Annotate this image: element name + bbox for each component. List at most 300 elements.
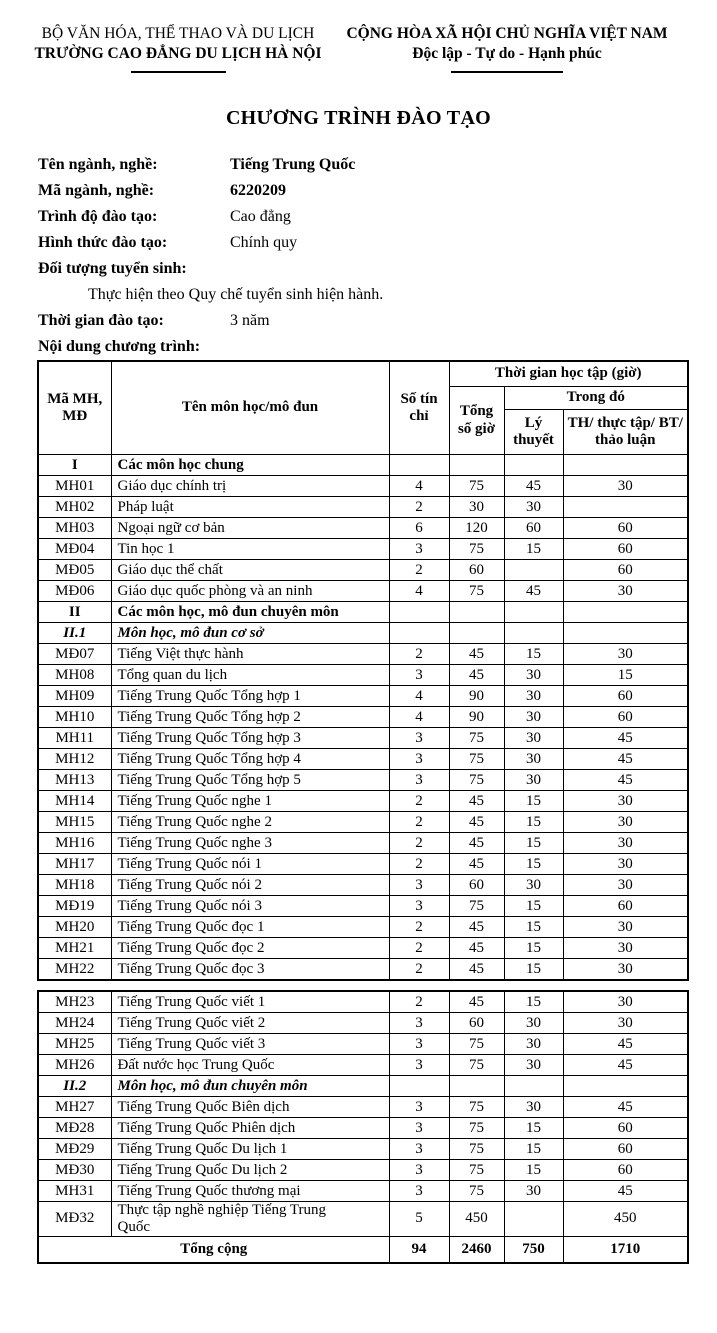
credits: [389, 455, 449, 476]
theory-hours: 15: [504, 854, 563, 875]
practice-hours: 45: [563, 749, 688, 770]
table-row: [38, 1034, 688, 1055]
total-hours: 75: [449, 728, 504, 749]
table-row: [38, 1139, 688, 1160]
course-name: Đất nước học Trung Quốc: [111, 1055, 389, 1076]
credits: 3: [389, 539, 449, 560]
theory-hours: 30: [504, 1097, 563, 1118]
table-row: [38, 1013, 688, 1034]
credits: 2: [389, 938, 449, 959]
theory-hours: 15: [504, 938, 563, 959]
course-code: II: [38, 602, 111, 623]
credits: 2: [389, 959, 449, 981]
course-name: Môn học, mô đun cơ sở: [111, 623, 389, 644]
col-header-within: Trong đó: [504, 387, 688, 410]
course-name: Các môn học, mô đun chuyên môn: [111, 602, 389, 623]
theory-hours: 15: [504, 1160, 563, 1181]
course-code: MH10: [38, 707, 111, 728]
course-name: Tiếng Trung Quốc nói 1: [111, 854, 389, 875]
course-name: Tiếng Trung Quốc Tổng hợp 3: [111, 728, 389, 749]
theory-hours: [504, 602, 563, 623]
course-code: MH01: [38, 476, 111, 497]
total-hours: 75: [449, 749, 504, 770]
table-row: [38, 770, 688, 791]
total-hours: 45: [449, 991, 504, 1013]
theory-hours: 15: [504, 539, 563, 560]
course-code: MH16: [38, 833, 111, 854]
table-row: [38, 991, 688, 1013]
credits: 2: [389, 497, 449, 518]
table-row: [38, 707, 688, 728]
credits: 4: [389, 581, 449, 602]
credits: 3: [389, 749, 449, 770]
table-row: [38, 833, 688, 854]
course-name: Tiếng Trung Quốc Tổng hợp 1: [111, 686, 389, 707]
total-hours: 45: [449, 917, 504, 938]
field-value: 6220209: [230, 182, 286, 199]
field-value: 3 năm: [230, 312, 270, 329]
total-hours: 60: [449, 1013, 504, 1034]
field-value: Cao đẳng: [230, 208, 291, 225]
credits: 2: [389, 854, 449, 875]
practice-hours: 45: [563, 770, 688, 791]
theory-hours: 15: [504, 959, 563, 981]
field-label: Trình độ đào tạo:: [38, 208, 158, 225]
credits: 3: [389, 665, 449, 686]
practice-hours: 30: [563, 791, 688, 812]
practice-hours: 30: [563, 476, 688, 497]
credits: 3: [389, 875, 449, 896]
course-code: MĐ06: [38, 581, 111, 602]
col-header-credits: Số tín chỉ: [389, 361, 449, 455]
field-ma-nganh: [38, 178, 717, 204]
credits: 2: [389, 812, 449, 833]
table-row: [38, 539, 688, 560]
total-hours: 60: [449, 560, 504, 581]
course-code: MĐ29: [38, 1139, 111, 1160]
theory-hours: 30: [504, 1181, 563, 1202]
course-code: MH11: [38, 728, 111, 749]
practice-hours: 60: [563, 560, 688, 581]
theory-hours: 15: [504, 991, 563, 1013]
course-code: MH24: [38, 1013, 111, 1034]
total-hours: 75: [449, 539, 504, 560]
theory-hours: [504, 623, 563, 644]
course-name: Tiếng Trung Quốc Tổng hợp 4: [111, 749, 389, 770]
total-hours: 75: [449, 476, 504, 497]
total-hours: [449, 455, 504, 476]
total-hours: 120: [449, 518, 504, 539]
theory-hours: 30: [504, 770, 563, 791]
program-info: [38, 152, 717, 360]
practice-hours: 30: [563, 917, 688, 938]
course-name: Tiếng Trung Quốc Du lịch 2: [111, 1160, 389, 1181]
practice-hours: 30: [563, 644, 688, 665]
col-header-theory: Lý thuyết: [504, 410, 563, 455]
field-noi-dung: [38, 334, 717, 360]
theory-hours: 15: [504, 1139, 563, 1160]
theory-hours: 15: [504, 833, 563, 854]
total-hours: 45: [449, 833, 504, 854]
total-hours: 45: [449, 791, 504, 812]
theory-hours: [504, 1076, 563, 1097]
header-divider-right: [451, 71, 563, 73]
course-name: Tiếng Trung Quốc viết 2: [111, 1013, 389, 1034]
course-name: Thực tập nghề nghiệp Tiếng Trung Quốc: [111, 1202, 389, 1237]
course-name: Tiếng Trung Quốc nghe 1: [111, 791, 389, 812]
field-value: Tiếng Trung Quốc: [230, 156, 356, 173]
table-row: [38, 875, 688, 896]
practice-hours: [563, 623, 688, 644]
table-row: [38, 686, 688, 707]
total-hours: 45: [449, 959, 504, 981]
course-code: MH20: [38, 917, 111, 938]
table-row: [38, 896, 688, 917]
credits: [389, 1076, 449, 1097]
col-header-total: Tổng số giờ: [449, 387, 504, 455]
field-thoi-gian: [38, 308, 717, 334]
field-trinh-do: [38, 204, 717, 230]
theory-hours: 30: [504, 686, 563, 707]
field-label: Hình thức đào tạo:: [38, 234, 168, 251]
course-code: MH12: [38, 749, 111, 770]
total-hours: 90: [449, 686, 504, 707]
theory-hours: [504, 455, 563, 476]
theory-hours: 30: [504, 707, 563, 728]
course-name: Tiếng Trung Quốc đọc 2: [111, 938, 389, 959]
table-row: [38, 644, 688, 665]
col-header-practice: TH/ thực tập/ BT/ thảo luận: [563, 410, 688, 455]
field-label: Thời gian đào tạo:: [38, 312, 164, 329]
course-code: MĐ19: [38, 896, 111, 917]
course-name: Giáo dục thể chất: [111, 560, 389, 581]
table-row: [38, 1055, 688, 1076]
footer-theory: 750: [504, 1236, 563, 1263]
col-header-time-group: Thời gian học tập (giờ): [449, 361, 688, 387]
total-hours: 90: [449, 707, 504, 728]
table-row: [38, 1202, 688, 1237]
table-row: [38, 476, 688, 497]
course-code: MĐ04: [38, 539, 111, 560]
course-name: Pháp luật: [111, 497, 389, 518]
theory-hours: 30: [504, 728, 563, 749]
credits: 4: [389, 476, 449, 497]
field-label: Mã ngành, nghề:: [38, 182, 155, 199]
practice-hours: 45: [563, 728, 688, 749]
course-name: Tiếng Trung Quốc Biên dịch: [111, 1097, 389, 1118]
credits: 3: [389, 1139, 449, 1160]
footer-label: Tổng cộng: [38, 1236, 389, 1263]
credits: 2: [389, 917, 449, 938]
field-label: Nội dung chương trình:: [38, 338, 201, 355]
credits: 2: [389, 791, 449, 812]
practice-hours: [563, 602, 688, 623]
total-hours: 75: [449, 1055, 504, 1076]
table-row: [38, 812, 688, 833]
credits: 6: [389, 518, 449, 539]
practice-hours: 30: [563, 812, 688, 833]
course-name: Tiếng Trung Quốc Tổng hợp 5: [111, 770, 389, 791]
total-hours: 75: [449, 1139, 504, 1160]
practice-hours: 60: [563, 896, 688, 917]
theory-hours: 15: [504, 644, 563, 665]
course-name: Các môn học chung: [111, 455, 389, 476]
theory-hours: 30: [504, 1034, 563, 1055]
theory-hours: 30: [504, 1013, 563, 1034]
total-hours: 75: [449, 770, 504, 791]
course-name: Tiếng Trung Quốc đọc 1: [111, 917, 389, 938]
practice-hours: 45: [563, 1181, 688, 1202]
document-header: [0, 0, 717, 73]
footer-practice: 1710: [563, 1236, 688, 1263]
course-code: MĐ05: [38, 560, 111, 581]
school-name: TRƯỜNG CAO ĐẲNG DU LỊCH HÀ NỘI: [34, 45, 322, 62]
course-code: MH17: [38, 854, 111, 875]
practice-hours: 60: [563, 1160, 688, 1181]
credits: 3: [389, 1160, 449, 1181]
course-name: Tiếng Việt thực hành: [111, 644, 389, 665]
course-name: Tin học 1: [111, 539, 389, 560]
theory-hours: 15: [504, 791, 563, 812]
total-hours: 30: [449, 497, 504, 518]
table-row: [38, 665, 688, 686]
total-hours: 45: [449, 665, 504, 686]
curriculum-table-header: [38, 361, 688, 455]
field-hinh-thuc: [38, 230, 717, 256]
course-code: MH02: [38, 497, 111, 518]
course-name: Tiếng Trung Quốc viết 1: [111, 991, 389, 1013]
table-row: [38, 854, 688, 875]
field-value: Chính quy: [230, 234, 298, 251]
field-doi-tuong: [38, 256, 717, 282]
col-header-code: Mã MH, MĐ: [38, 361, 111, 455]
course-code: MH31: [38, 1181, 111, 1202]
table-row: [38, 518, 688, 539]
course-name: Tiếng Trung Quốc nghe 2: [111, 812, 389, 833]
practice-hours: [563, 455, 688, 476]
theory-hours: [504, 1202, 563, 1237]
course-code: II.1: [38, 623, 111, 644]
total-hours: 45: [449, 812, 504, 833]
course-name: Giáo dục chính trị: [111, 476, 389, 497]
total-hours: 60: [449, 875, 504, 896]
footer-credits: 94: [389, 1236, 449, 1263]
course-name: Môn học, mô đun chuyên môn: [111, 1076, 389, 1097]
theory-hours: 30: [504, 497, 563, 518]
course-name: Tiếng Trung Quốc viết 3: [111, 1034, 389, 1055]
practice-hours: 60: [563, 539, 688, 560]
national-title: CỘNG HÒA XÃ HỘI CHỦ NGHĨA VIỆT NAM: [346, 25, 668, 42]
credits: 3: [389, 1055, 449, 1076]
table-row: [38, 1160, 688, 1181]
table-row: [38, 749, 688, 770]
field-label: Đối tượng tuyển sinh:: [38, 260, 187, 277]
table-row: [38, 497, 688, 518]
table-row: [38, 1076, 688, 1097]
field-ten-nganh: [38, 152, 717, 178]
practice-hours: 60: [563, 707, 688, 728]
course-code: MH23: [38, 991, 111, 1013]
theory-hours: 30: [504, 665, 563, 686]
course-name: Tiếng Trung Quốc Tổng hợp 2: [111, 707, 389, 728]
course-code: MĐ07: [38, 644, 111, 665]
course-code: MH27: [38, 1097, 111, 1118]
credits: 3: [389, 1034, 449, 1055]
course-name: Tiếng Trung Quốc nói 3: [111, 896, 389, 917]
course-code: MĐ30: [38, 1160, 111, 1181]
org-block-left: [28, 24, 328, 73]
page-title: CHƯƠNG TRÌNH ĐÀO TẠO: [225, 107, 492, 129]
course-code: MĐ28: [38, 1118, 111, 1139]
table-row: [38, 560, 688, 581]
course-code: II.2: [38, 1076, 111, 1097]
field-doi-tuong-note: [38, 282, 717, 308]
curriculum-table-part2: [37, 990, 689, 1264]
practice-hours: 450: [563, 1202, 688, 1237]
total-hours: 75: [449, 1097, 504, 1118]
theory-hours: 30: [504, 875, 563, 896]
credits: [389, 602, 449, 623]
table-row: [38, 1181, 688, 1202]
practice-hours: [563, 497, 688, 518]
theory-hours: 15: [504, 1118, 563, 1139]
course-code: MH15: [38, 812, 111, 833]
header-divider-left: [131, 71, 226, 73]
practice-hours: 30: [563, 833, 688, 854]
credits: 2: [389, 644, 449, 665]
course-code: MH25: [38, 1034, 111, 1055]
total-hours: 450: [449, 1202, 504, 1237]
total-hours: 75: [449, 1034, 504, 1055]
practice-hours: 30: [563, 854, 688, 875]
total-hours: 75: [449, 1160, 504, 1181]
credits: 3: [389, 1181, 449, 1202]
table-row: [38, 1097, 688, 1118]
total-hours: 75: [449, 896, 504, 917]
theory-hours: [504, 560, 563, 581]
practice-hours: 30: [563, 581, 688, 602]
practice-hours: 60: [563, 1139, 688, 1160]
table-row: [38, 602, 688, 623]
course-name: Tiếng Trung Quốc nói 2: [111, 875, 389, 896]
practice-hours: 45: [563, 1055, 688, 1076]
course-name: Tiếng Trung Quốc thương mại: [111, 1181, 389, 1202]
practice-hours: [563, 1076, 688, 1097]
theory-hours: 60: [504, 518, 563, 539]
ministry-name: BỘ VĂN HÓA, THỂ THAO VÀ DU LỊCH: [41, 25, 315, 42]
theory-hours: 45: [504, 581, 563, 602]
credits: 3: [389, 1097, 449, 1118]
total-hours: 75: [449, 1118, 504, 1139]
theory-hours: 15: [504, 812, 563, 833]
table-row: [38, 1118, 688, 1139]
course-name: Tổng quan du lịch: [111, 665, 389, 686]
practice-hours: 60: [563, 1118, 688, 1139]
total-hours: [449, 1076, 504, 1097]
credits: 2: [389, 991, 449, 1013]
course-code: MH22: [38, 959, 111, 981]
table-row: [38, 917, 688, 938]
practice-hours: 30: [563, 991, 688, 1013]
table-row: [38, 791, 688, 812]
course-name: Tiếng Trung Quốc Du lịch 1: [111, 1139, 389, 1160]
credits: 4: [389, 707, 449, 728]
credits: 2: [389, 833, 449, 854]
practice-hours: 15: [563, 665, 688, 686]
course-code: MH13: [38, 770, 111, 791]
course-code: MH03: [38, 518, 111, 539]
course-code: MH18: [38, 875, 111, 896]
course-code: MH21: [38, 938, 111, 959]
total-hours: 75: [449, 581, 504, 602]
table-row: [38, 455, 688, 476]
practice-hours: 45: [563, 1034, 688, 1055]
course-name: Tiếng Trung Quốc đọc 3: [111, 959, 389, 981]
total-hours: 45: [449, 938, 504, 959]
course-code: I: [38, 455, 111, 476]
practice-hours: 60: [563, 518, 688, 539]
credits: 4: [389, 686, 449, 707]
practice-hours: 30: [563, 938, 688, 959]
col-header-name: Tên môn học/mô đun: [111, 361, 389, 455]
practice-hours: 45: [563, 1097, 688, 1118]
footer-total: 2460: [449, 1236, 504, 1263]
total-hours: 45: [449, 644, 504, 665]
total-hours: [449, 623, 504, 644]
national-motto: Độc lập - Tự do - Hạnh phúc: [412, 45, 602, 62]
course-name: Giáo dục quốc phòng và an ninh: [111, 581, 389, 602]
credits: 3: [389, 1013, 449, 1034]
course-name: Ngoại ngữ cơ bản: [111, 518, 389, 539]
course-name: Tiếng Trung Quốc nghe 3: [111, 833, 389, 854]
practice-hours: 60: [563, 686, 688, 707]
total-hours: 75: [449, 1181, 504, 1202]
practice-hours: 30: [563, 1013, 688, 1034]
theory-hours: 45: [504, 476, 563, 497]
theory-hours: 30: [504, 1055, 563, 1076]
table-row: [38, 728, 688, 749]
course-code: MH14: [38, 791, 111, 812]
course-code: MH09: [38, 686, 111, 707]
total-hours: [449, 602, 504, 623]
credits: 3: [389, 770, 449, 791]
course-code: MH08: [38, 665, 111, 686]
theory-hours: 30: [504, 749, 563, 770]
table-footer-row: [38, 1236, 688, 1263]
credits: 5: [389, 1202, 449, 1237]
course-name: Tiếng Trung Quốc Phiên dịch: [111, 1118, 389, 1139]
field-label: Tên ngành, nghề:: [38, 156, 158, 173]
credits: [389, 623, 449, 644]
table-row: [38, 581, 688, 602]
course-code: MĐ32: [38, 1202, 111, 1237]
total-hours: 45: [449, 854, 504, 875]
practice-hours: 30: [563, 875, 688, 896]
org-block-right: [342, 24, 672, 73]
course-code: MH26: [38, 1055, 111, 1076]
credits: 2: [389, 560, 449, 581]
field-note: Thực hiện theo Quy chế tuyển sinh hiện hành.: [88, 286, 384, 303]
credits: 3: [389, 896, 449, 917]
table-row: [38, 938, 688, 959]
theory-hours: 15: [504, 896, 563, 917]
credits: 3: [389, 1118, 449, 1139]
credits: 3: [389, 728, 449, 749]
table-row: [38, 959, 688, 981]
practice-hours: 30: [563, 959, 688, 981]
table-row: [38, 623, 688, 644]
theory-hours: 15: [504, 917, 563, 938]
